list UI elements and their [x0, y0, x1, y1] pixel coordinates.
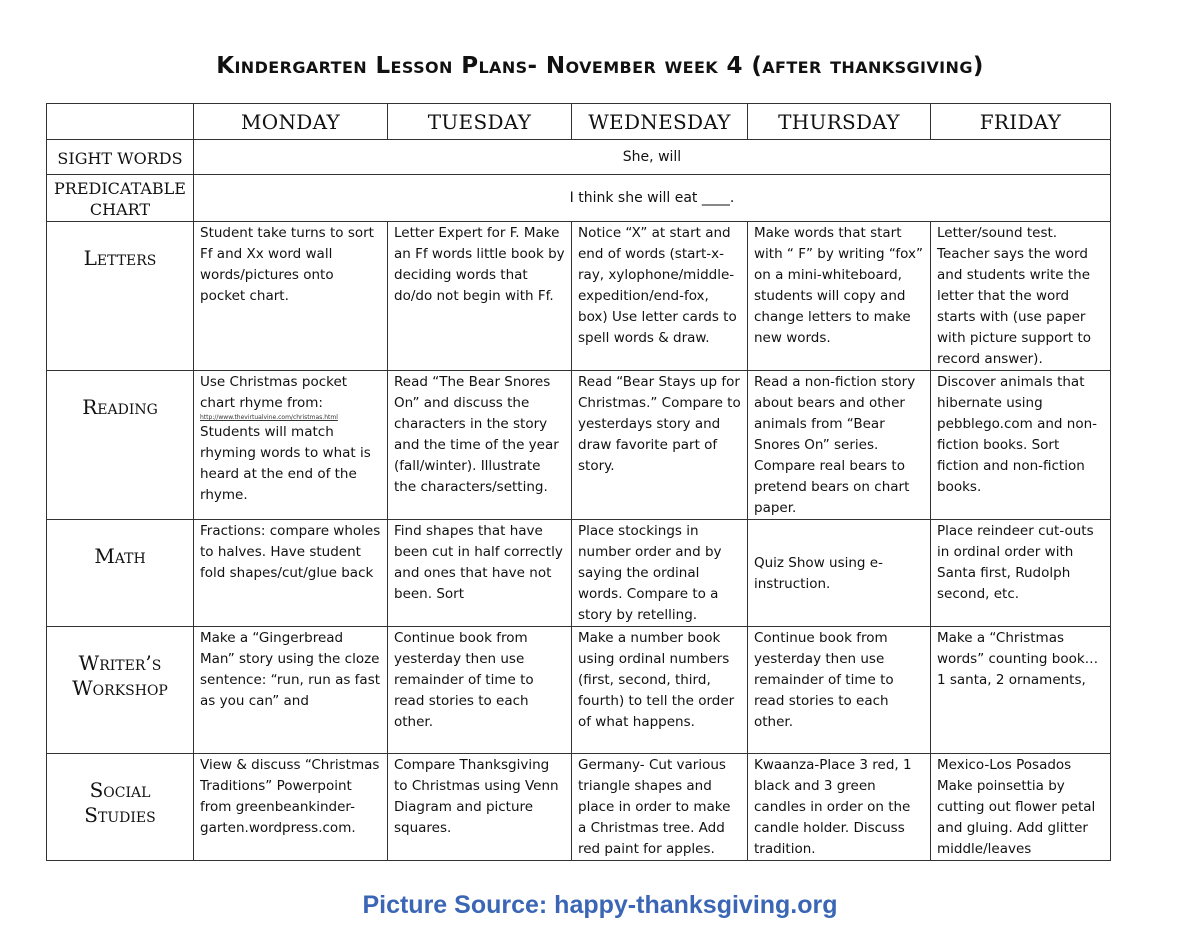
social-studies-label: [47, 754, 194, 861]
reading-friday: Discover animals that hibernate using pebblego.com and non-fiction books. Sort fiction and non-fiction books.: [931, 371, 1111, 520]
writers-wednesday: Make a number book using ordinal numbers (first, second, third, fourth) to tell the order of what happens.: [572, 627, 748, 754]
letters-row: [47, 222, 1111, 371]
day-header-friday: FRIDAY: [931, 104, 1111, 140]
social-label-line2: Studies: [84, 803, 156, 827]
writers-workshop-row: [47, 627, 1111, 754]
writers-thursday: Continue book from yesterday then use remainder of time to read stories to each other.: [748, 627, 931, 754]
reading-label: Reading: [47, 371, 194, 520]
writers-workshop-label: [47, 627, 194, 754]
writers-label-line2: Workshop: [72, 676, 168, 700]
chart-row: [47, 175, 1111, 222]
writers-friday: Make a “Christmas words” counting book…1 santa, 2 ornaments,: [931, 627, 1111, 754]
letters-friday: Letter/sound test. Teacher says the word and students write the letter that the word starts with (use paper with picture support to record answer).: [931, 222, 1111, 371]
reading-monday: [194, 371, 388, 520]
sight-words-row: [47, 140, 1111, 175]
writers-tuesday: Continue book from yesterday then use remainder of time to read stories to each other.: [388, 627, 572, 754]
math-tuesday: Find shapes that have been cut in half correctly and ones that have not been. Sort: [388, 520, 572, 627]
day-header-thursday: THURSDAY: [748, 104, 931, 140]
social-tuesday: Compare Thanksgiving to Christmas using Venn Diagram and picture squares.: [388, 754, 572, 861]
social-wednesday: Germany- Cut various triangle shapes and place in order to make a Christmas tree. Add red paint for apples.: [572, 754, 748, 861]
letters-thursday: Make words that start with “ F” by writing “fox” on a mini-whiteboard, students will copy and change letters to make new words.: [748, 222, 931, 371]
math-monday: Fractions: compare wholes to halves. Have student fold shapes/cut/glue back: [194, 520, 388, 627]
reading-monday-activity: Students will match rhyming words to what is heard at the end of the rhyme.: [200, 424, 371, 503]
social-studies-row: [47, 754, 1111, 861]
chart-label-line1: PREDICATABLE: [54, 179, 186, 198]
sight-words-label: SIGHT WORDS: [47, 140, 194, 175]
chart-label: [47, 175, 194, 222]
sight-words-value: She, will: [194, 140, 1111, 175]
letters-tuesday: Letter Expert for F. Make an Ff words little book by deciding words that do/do not begin with Ff.: [388, 222, 572, 371]
lesson-plan-table: [46, 103, 1111, 861]
reading-row: [47, 371, 1111, 520]
reading-monday-intro: Use Christmas pocket chart rhyme from:: [200, 374, 348, 411]
reading-thursday: Read a non-fiction story about bears and other animals from “Bear Snores On” series. Compare real bears to pretend bears on chart paper.: [748, 371, 931, 520]
math-label: Math: [47, 520, 194, 627]
picture-source-caption: Picture Source: happy-thanksgiving.org: [362, 891, 838, 919]
day-header-wednesday: WEDNESDAY: [572, 104, 748, 140]
letters-monday: Student take turns to sort Ff and Xx word wall words/pictures onto pocket chart.: [194, 222, 388, 371]
math-thursday: Quiz Show using e-instruction.: [748, 520, 931, 627]
math-wednesday: Place stockings in number order and by saying the ordinal words. Compare to a story by retelling.: [572, 520, 748, 627]
letters-label: Letters: [47, 222, 194, 371]
reading-wednesday: Read “Bear Stays up for Christmas.” Compare to yesterdays story and draw favorite part of story.: [572, 371, 748, 520]
social-thursday: Kwaanza-Place 3 red, 1 black and 3 green candles in order on the candle holder. Discuss tradition.: [748, 754, 931, 861]
writers-monday: Make a “Gingerbread Man” story using the cloze sentence: “run, run as fast as you can” and: [194, 627, 388, 754]
math-friday: Place reindeer cut-outs in ordinal order with Santa first, Rudolph second, etc.: [931, 520, 1111, 627]
corner-cell: [47, 104, 194, 140]
reading-monday-link[interactable]: http://www.thevirtualvine.com/christmas.html: [200, 414, 338, 421]
social-label-line1: Social: [89, 778, 151, 802]
chart-value: I think she will eat ____.: [194, 175, 1111, 222]
reading-tuesday: Read “The Bear Snores On” and discuss the characters in the story and the time of the year (fall/winter). Illustrate the characters/setting.: [388, 371, 572, 520]
page-title: Kindergarten Lesson Plans- November week 4 (after thanksgiving): [216, 53, 984, 79]
letters-wednesday: Notice “X” at start and end of words (start-x-ray, xylophone/middle-expedition/end-fox, box) Use letter cards to spell words & draw.: [572, 222, 748, 371]
day-header-monday: MONDAY: [194, 104, 388, 140]
social-monday: View & discuss “Christmas Traditions” Powerpoint from greenbeankinder-garten.wordpress.com.: [194, 754, 388, 861]
chart-label-line2: CHART: [89, 200, 151, 219]
social-friday: Mexico-Los Posados Make poinsettia by cutting out flower petal and gluing. Add glitter middle/leaves: [931, 754, 1111, 861]
day-header-tuesday: TUESDAY: [388, 104, 572, 140]
header-row: [47, 104, 1111, 140]
writers-label-line1: Writer’s: [78, 651, 162, 675]
math-row: [47, 520, 1111, 627]
